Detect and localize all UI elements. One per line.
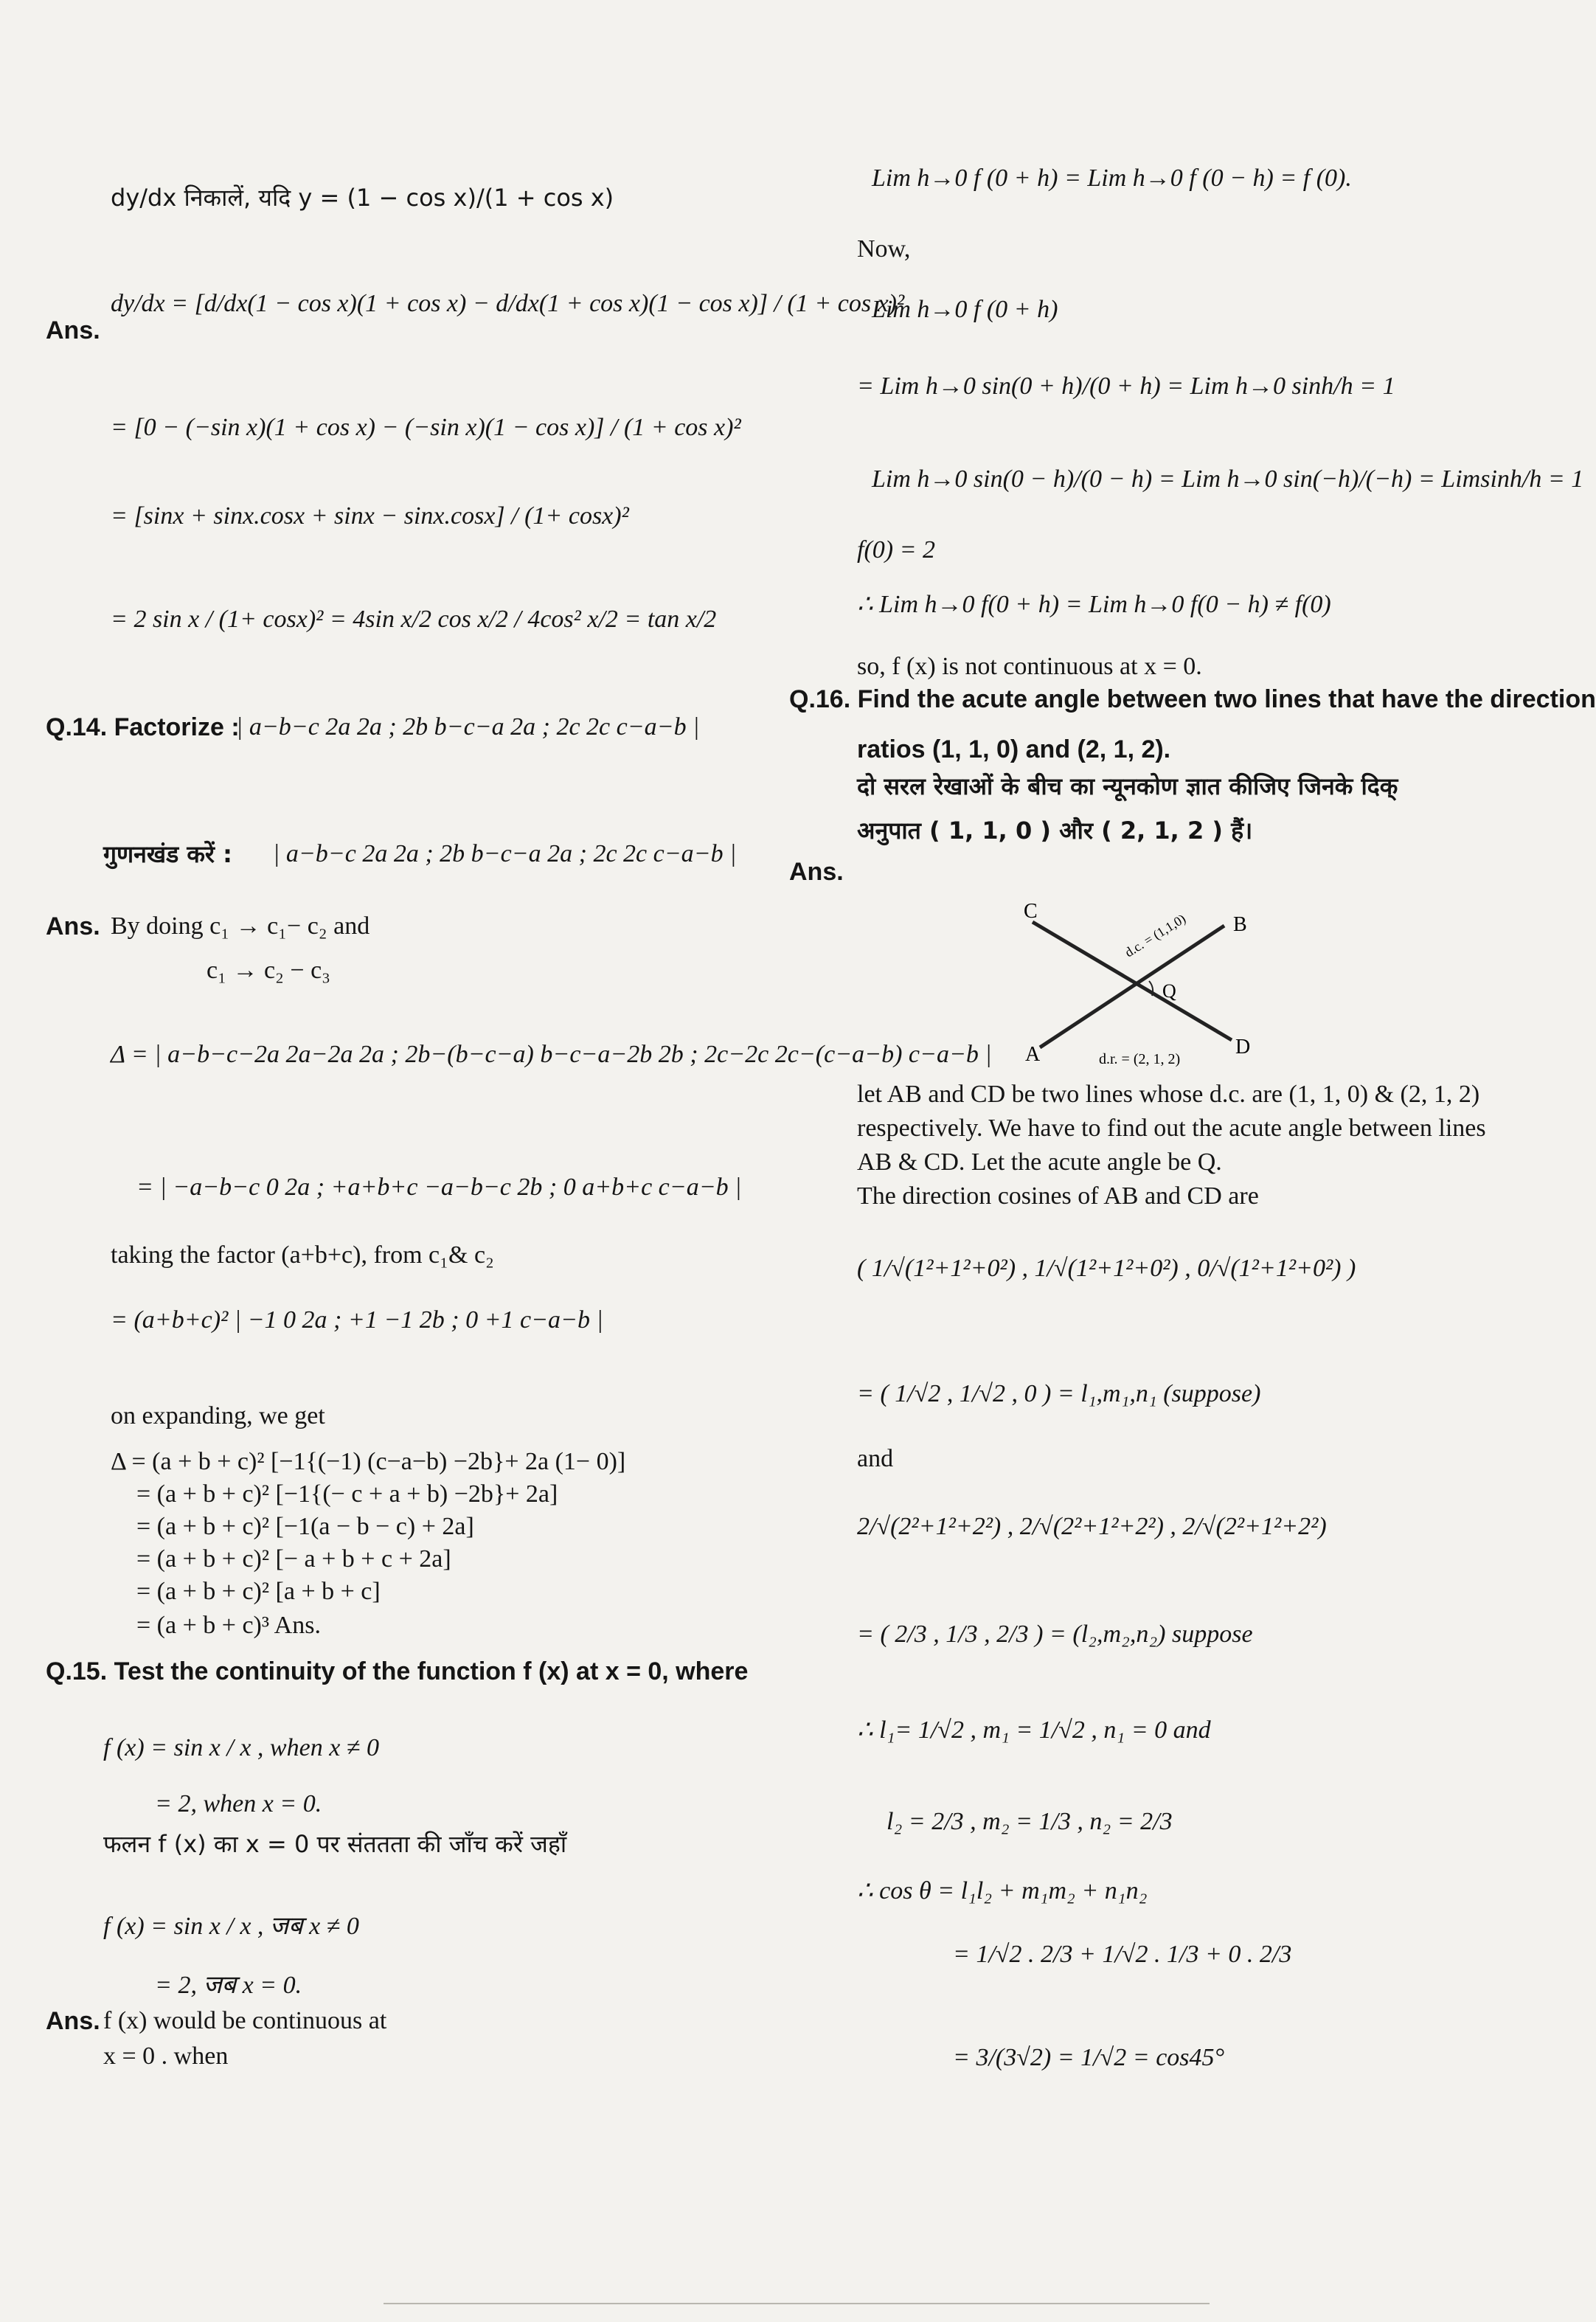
text-line: taking the factor (a+b+c), from c₁& c₂ bbox=[111, 1241, 494, 1269]
text-line: f(0) = 2 bbox=[857, 536, 936, 564]
page-bottom-rule bbox=[384, 2303, 1210, 2304]
determinant: | a−b−c 2a 2a ; 2b b−c−a 2a ; 2c 2c c−a−b | bbox=[273, 840, 737, 867]
label-Q: Q bbox=[1162, 980, 1176, 1002]
question-heading-cont: ratios (1, 1, 0) and (2, 1, 2). bbox=[857, 735, 1171, 763]
label-C: C bbox=[1024, 900, 1038, 923]
answer-label: Ans. bbox=[46, 316, 100, 344]
text-line: and bbox=[857, 1445, 894, 1472]
lines-diagram bbox=[1018, 900, 1261, 1070]
question-hindi: गुणनखंड करें : bbox=[103, 840, 232, 868]
expansion-line: Δ = (a + b + c)² [−1{(−1) (c−a−b) −2b}+ 2a (1− 0)] bbox=[111, 1448, 626, 1475]
label-dc-ab: d.c. = (1,1,0) bbox=[1122, 911, 1189, 960]
equation-line: = [0 − (−sin x)(1 + cos x) − (−sin x)(1 − cos x)] / (1 + cos x)² bbox=[111, 414, 741, 441]
limit-line: Lim h→0 f (0 + h) = Lim h→0 f (0 − h) = f (0). bbox=[872, 164, 1352, 192]
equation-line: = [sinx + sinx.cosx + sinx − sinx.cosx] / (1+ cosx)² bbox=[111, 502, 629, 530]
question-heading: Q.15. Test the continuity of the function f (x) at x = 0, where bbox=[46, 1657, 749, 1685]
question-hindi: अनुपात ( 1, 1, 0 ) और ( 2, 1, 2 ) हैं। bbox=[857, 817, 1253, 845]
label-D: D bbox=[1235, 1036, 1251, 1058]
fraction-line: = 3/(3√2) = 1/√2 = cos45° bbox=[953, 2044, 1225, 2071]
text-line: on expanding, we get bbox=[111, 1402, 325, 1429]
fraction-line: ( 1/√(1²+1²+0²) , 1/√(1²+1²+0²) , 0/√(1²+1²+0²) ) bbox=[857, 1255, 1356, 1282]
function-definition: f (x) = sin x / x , when x ≠ 0 bbox=[103, 1734, 379, 1761]
fraction-line: 2/√(2²+1²+2²) , 2/√(2²+1²+2²) , 2/√(2²+1²+2²) bbox=[857, 1513, 1327, 1540]
limit-line: ∴ Lim h→0 f(0 + h) = Lim h→0 f(0 − h) ≠ f(0) bbox=[857, 591, 1331, 618]
text-line: The direction cosines of AB and CD are bbox=[857, 1182, 1259, 1210]
question-heading: Q.14. Factorize : bbox=[46, 713, 240, 741]
answer-label: Ans. bbox=[46, 912, 100, 940]
label-A: A bbox=[1025, 1043, 1041, 1066]
text-line: x = 0 . when bbox=[103, 2042, 229, 2070]
fraction-line: ∴ l₁= 1/√2 , m₁ = 1/√2 , n₁ = 0 and bbox=[857, 1716, 1211, 1744]
question-hindi: फलन f (x) का x = 0 पर संततता की जाँच करें जहाँ bbox=[103, 1830, 567, 1858]
answer-label: Ans. bbox=[789, 858, 844, 886]
text-line: c₁ → c₂ − c₃ bbox=[207, 957, 331, 984]
expansion-line: = (a + b + c)² [−1{(− c + a + b) −2b}+ 2a] bbox=[136, 1480, 558, 1508]
fraction-line: l₂ = 2/3 , m₂ = 1/3 , n₂ = 2/3 bbox=[887, 1808, 1173, 1835]
right-column bbox=[789, 0, 1596, 2322]
text-line: let AB and CD be two lines whose d.c. are (1, 1, 0) & (2, 1, 2) bbox=[857, 1081, 1480, 1108]
expansion-line: = (a + b + c)³ Ans. bbox=[136, 1612, 321, 1639]
text-line: By doing c₁ → c₁− c₂ and bbox=[111, 912, 370, 940]
text-line: Now, bbox=[857, 235, 911, 263]
expansion-line: = (a + b + c)² [a + b + c] bbox=[136, 1578, 381, 1605]
answer-label: Ans. bbox=[46, 2007, 100, 2035]
limit-line: Lim h→0 sin(0 − h)/(0 − h) = Lim h→0 sin(−h)/(−h) = Limsinh/h = 1 bbox=[872, 465, 1584, 493]
function-definition: f (x) = sin x / x , जब x ≠ 0 bbox=[103, 1913, 359, 1940]
determinant: = | −a−b−c 0 2a ; +a+b+c −a−b−c 2b ; 0 a+b+c c−a−b | bbox=[136, 1174, 742, 1201]
fraction-line: ∴ cos θ = l₁l₂ + m₁m₂ + n₁n₂ bbox=[857, 1877, 1148, 1905]
question-hindi: दो सरल रेखाओं के बीच का न्यूनकोण ज्ञात कीजिए जिनके दिक् bbox=[857, 772, 1398, 800]
text-line: f (x) would be continuous at bbox=[103, 2007, 387, 2034]
equation-line: = 2 sin x / (1+ cosx)² = 4sin x/2 cos x/2 / 4cos² x/2 = tan x/2 bbox=[111, 606, 717, 633]
fraction-line: = ( 1/√2 , 1/√2 , 0 ) = l₁,m₁,n₁ (suppose) bbox=[857, 1380, 1261, 1407]
limit-line: = Lim h→0 sin(0 + h)/(0 + h) = Lim h→0 sinh/h = 1 bbox=[857, 372, 1395, 400]
function-definition: = 2, जब x = 0. bbox=[155, 1972, 302, 1999]
expansion-line: = (a + b + c)² [−1(a − b − c) + 2a] bbox=[136, 1513, 474, 1540]
determinant: | a−b−c 2a 2a ; 2b b−c−a 2a ; 2c 2c c−a−b | bbox=[236, 713, 700, 741]
expansion-line: = (a + b + c)² [− a + b + c + 2a] bbox=[136, 1545, 451, 1573]
determinant: = (a+b+c)² | −1 0 2a ; +1 −1 2b ; 0 +1 c−a−b | bbox=[111, 1306, 603, 1334]
text-line: AB & CD. Let the acute angle be Q. bbox=[857, 1148, 1222, 1176]
text-line: respectively. We have to find out the acute angle between lines bbox=[857, 1115, 1486, 1142]
text-line: so, f (x) is not continuous at x = 0. bbox=[857, 653, 1202, 680]
question-heading: Q.16. Find the acute angle between two lines that have the direction bbox=[789, 685, 1596, 713]
label-B: B bbox=[1233, 913, 1247, 936]
determinant: Δ = | a−b−c−2a 2a−2a 2a ; 2b−(b−c−a) b−c−a−2b 2b ; 2c−2c 2c−(c−a−b) c−a−b | bbox=[111, 1041, 992, 1068]
limit-line: Lim h→0 f (0 + h) bbox=[872, 296, 1058, 323]
equation-line: dy/dx = [d/dx(1 − cos x)(1 + cos x) − d/dx(1 + cos x)(1 − cos x)] / (1 + cos x)² bbox=[111, 290, 905, 317]
fraction-line: = 1/√2 . 2/3 + 1/√2 . 1/3 + 0 . 2/3 bbox=[953, 1941, 1292, 1968]
fraction-line: = ( 2/3 , 1/3 , 2/3 ) = (l₂,m₂,n₂) suppose bbox=[857, 1621, 1253, 1648]
label-dr-cd: d.r. = (2, 1, 2) bbox=[1099, 1051, 1181, 1067]
function-definition: = 2, when x = 0. bbox=[155, 1790, 322, 1817]
question-derivative: dy/dx निकालें, यदि y = (1 − cos x)/(1 + cos x) bbox=[111, 184, 614, 212]
